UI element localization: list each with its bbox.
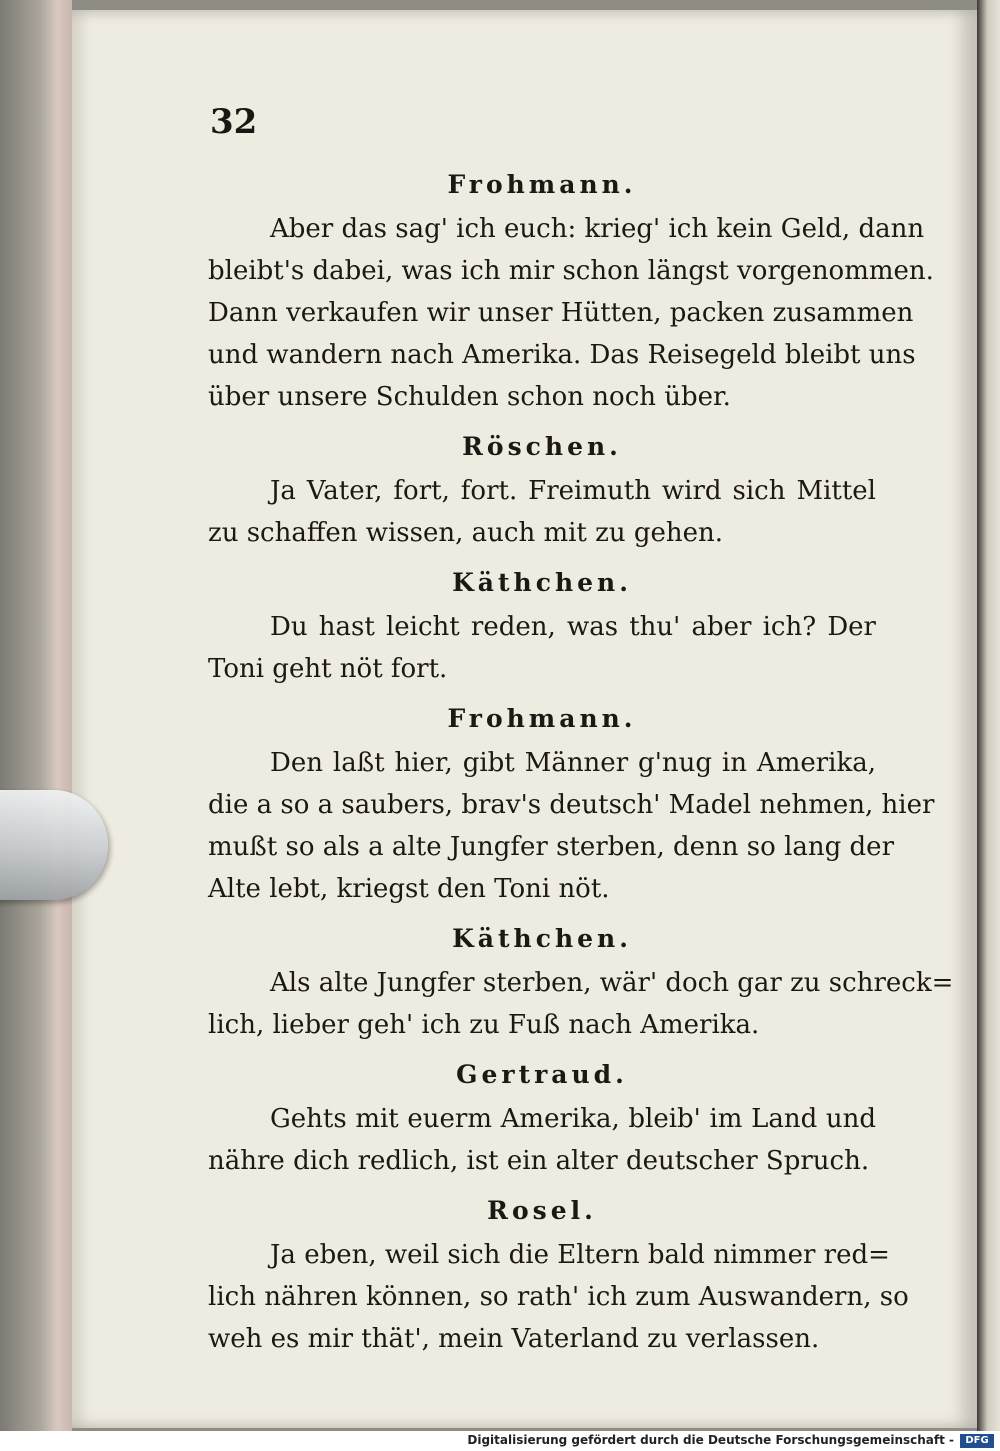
speech-paragraph (208, 1234, 909, 1360)
dialogue-block (208, 430, 876, 554)
text-line: lich, lieber geh' ich zu Fuß nach Amerika. (208, 1010, 760, 1040)
digitization-footer (0, 1431, 1000, 1451)
dialogue-block (208, 566, 876, 690)
book-right-edge (977, 0, 1000, 1451)
text-line: Aber das sag' ich euch: krieg' ich kein Geld, dann (270, 214, 925, 244)
speech-paragraph (208, 1098, 876, 1182)
text-line: Du hast leicht reden, was thu' aber ich? Der (270, 612, 876, 642)
text-line: Ja eben, weil sich die Eltern bald nimmer red= (270, 1240, 890, 1270)
text-line: Alte lebt, kriegst den Toni nöt. (208, 874, 610, 904)
text-line: Als alte Jungfer sterben, wär' doch gar zu schreck= (270, 968, 954, 998)
text-line: nähre dich redlich, ist ein alter deutscher Spruch. (208, 1146, 870, 1176)
dialogue-block (208, 168, 934, 418)
speaker-name: Käthchen. (452, 568, 632, 597)
text-line: über unsere Schulden schon noch über. (208, 382, 731, 412)
dialogue-text (208, 168, 954, 1372)
speech-paragraph (208, 208, 934, 418)
speaker-name: Käthchen. (452, 924, 632, 953)
text-line: Gehts mit euerm Amerika, bleib' im Land und (270, 1104, 876, 1134)
text-line: zu schaffen wissen, auch mit zu gehen. (208, 518, 724, 548)
text-line: Ja Vater, fort, fort. Freimuth wird sich Mittel (270, 476, 876, 506)
text-line: lich nähren können, so rath' ich zum Auswandern, so (208, 1282, 909, 1312)
text-line: die a so a saubers, brav's deutsch' Madel nehmen, hier (208, 790, 935, 820)
page-clip (0, 790, 108, 900)
dialogue-block (208, 702, 935, 910)
speaker-name: Gertraud. (456, 1060, 628, 1089)
text-line: Toni geht nöt fort. (208, 654, 448, 684)
speaker-name: Rosel. (487, 1196, 597, 1225)
page-number: 32 (210, 102, 258, 142)
speech-paragraph (208, 470, 876, 554)
book-left-edge (0, 0, 72, 1451)
text-line: bleibt's dabei, was ich mir schon längst vorgenommen. (208, 256, 934, 286)
dialogue-block (208, 1058, 876, 1182)
text-line: weh es mir thät', mein Vaterland zu verlassen. (208, 1324, 820, 1354)
speech-paragraph (208, 742, 935, 910)
dialogue-block (208, 1194, 909, 1360)
speaker-name: Röschen. (462, 432, 622, 461)
speech-paragraph (208, 606, 876, 690)
speaker-name: Frohmann. (447, 704, 637, 733)
footer-credit: Digitalisierung gefördert durch die Deutsche Forschungsgemeinschaft - (467, 1433, 954, 1447)
dfg-logo-icon: DFG (960, 1434, 994, 1448)
text-line: mußt so als a alte Jungfer sterben, denn so lang der (208, 832, 894, 862)
text-line: Den laßt hier, gibt Männer g'nug in Amerika, (270, 748, 876, 778)
speech-paragraph (208, 962, 954, 1046)
dialogue-block (208, 922, 954, 1046)
text-line: Dann verkaufen wir unser Hütten, packen zusammen (208, 298, 914, 328)
speaker-name: Frohmann. (447, 170, 637, 199)
text-line: und wandern nach Amerika. Das Reisegeld bleibt uns (208, 340, 916, 370)
